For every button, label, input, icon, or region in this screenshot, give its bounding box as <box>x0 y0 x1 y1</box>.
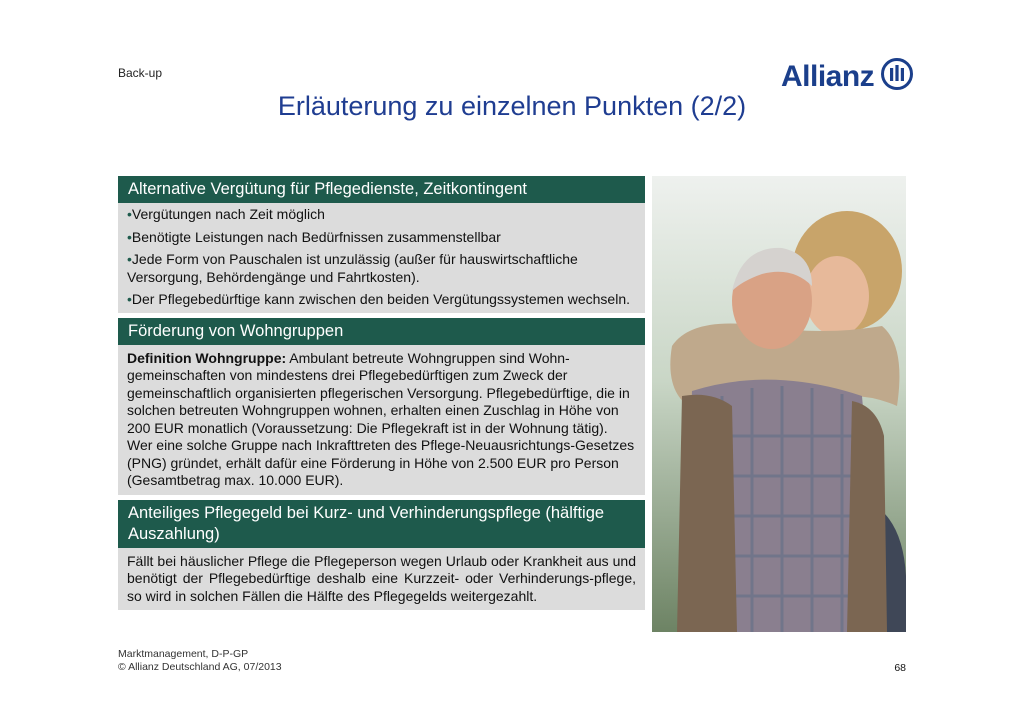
couple-photo <box>652 176 906 632</box>
page-title: Erläuterung zu einzelnen Punkten (2/2) <box>277 91 747 121</box>
bullet-item: •Jede Form von Pauschalen ist unzulässig (außer für hauswirtschaftliche Versorgung, Behördengänge und Fahrtkosten). <box>127 251 578 285</box>
definition-label: Definition Wohngruppe: <box>127 349 287 366</box>
content-column <box>118 176 645 610</box>
logo-text: Allianz <box>781 59 875 93</box>
section-header-wohngruppen: Förderung von Wohngruppen <box>118 318 645 345</box>
footer-copyright: © Allianz Deutschland AG, 07/2013 <box>118 661 282 673</box>
section-body-wohngruppen <box>118 345 645 495</box>
section-body-pflegegeld: Fällt bei häuslicher Pflege die Pflegeperson wegen Urlaub oder Krankheit aus und benötigt der Pflegebedürftige deshalb eine Kurzzeit- oder Verhinderungs-pflege, so wird in solchen Fällen die Hälfte des Pflegegelds weitergezahlt. <box>118 548 645 611</box>
bullet-item: •Der Pflegebedürftige kann zwischen den beiden Vergütungssystemen wechseln. <box>127 291 630 307</box>
footer-department: Marktmanagement, D-P-GP <box>118 648 249 660</box>
backup-label: Back-up <box>118 66 163 80</box>
bullet-item: •Benötigte Leistungen nach Bedürfnissen zusammenstellbar <box>127 228 501 245</box>
section-body-verguetung <box>118 203 645 313</box>
page-number: 68 <box>894 662 906 674</box>
section-header-pflegegeld: Anteiliges Pflegegeld bei Kurz- und Verhinderungspflege (hälftige Auszahlung) <box>118 500 645 548</box>
bullet-item: •Vergütungen nach Zeit möglich <box>127 206 325 222</box>
section-header-verguetung: Alternative Vergütung für Pflegedienste, Zeitkontingent <box>118 176 645 203</box>
definition-text: Ambulant betreute Wohngruppen sind Wohn-gemeinschaften von mindestens drei Pflegebedürftigen zum Zweck der gemeinschaftlich organisierten pflegerischen Versorgung. Pflegebedürftige, die in solchen betreuten Wohngruppen wohnen, erhalten einen Zuschlag in Höhe von 200 EUR monatlich (Voraussetzung: Die Pflegekraft ist in der Wohnung tätig). Wer eine solche Gruppe nach Inkrafttreten des Pflege-Neuausrichtungs-Gesetzes (PNG) gründet, erhält dafür eine Förderung in Höhe von 2.500 EUR pro Person (Gesamtbetrag max. 10.000 EUR). <box>127 349 635 488</box>
